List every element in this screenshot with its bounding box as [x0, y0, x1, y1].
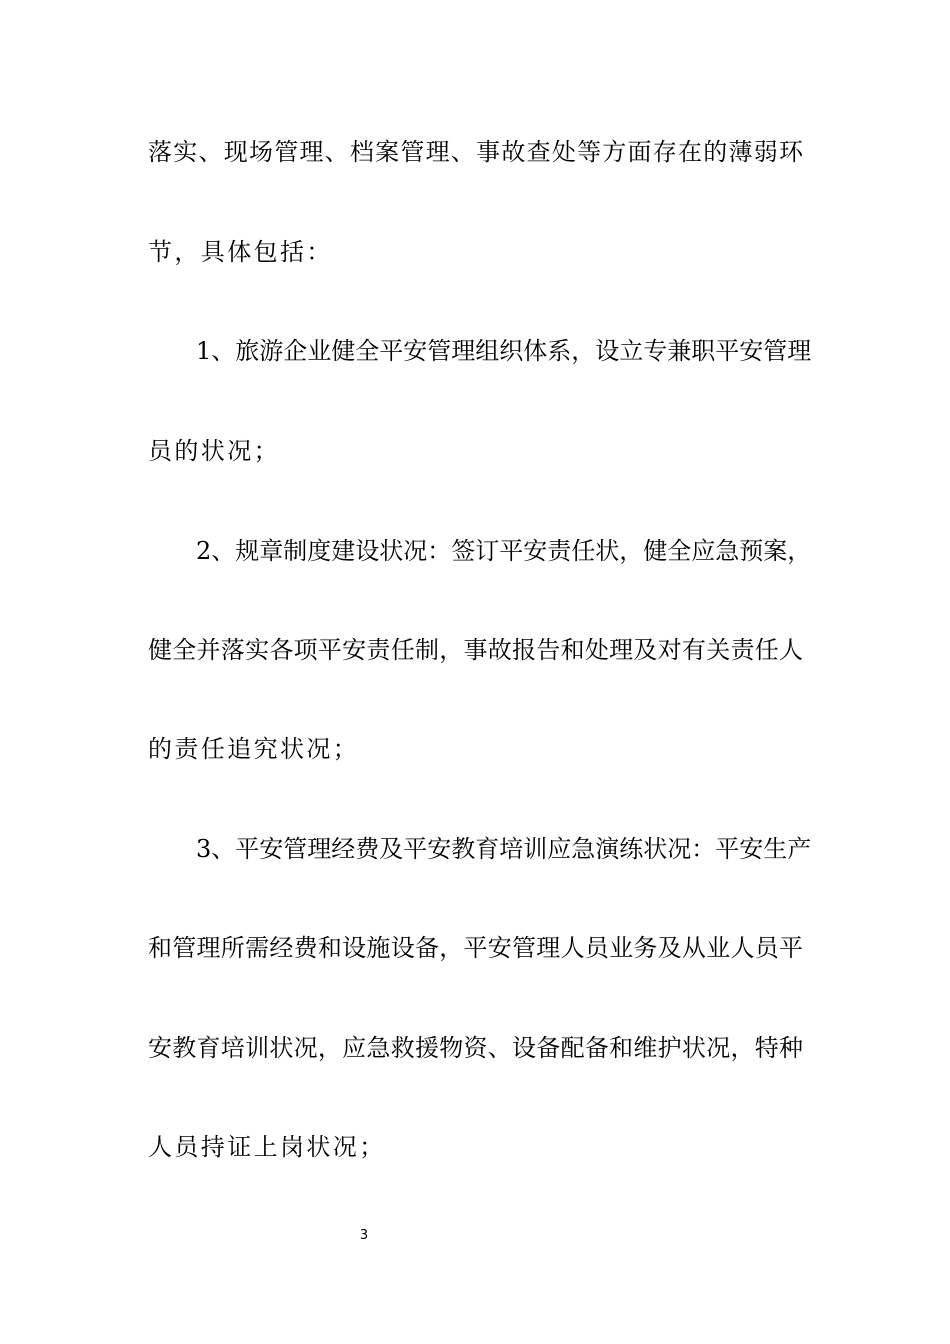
list-item-3-line: 3、平安管理经费及平安教育培训应急演练状况：平安生产 — [196, 835, 812, 863]
body-text-line: 节，具体包括： — [148, 238, 333, 266]
body-text-line: 健全并落实各项平安责任制，事故报告和处理及对有关责任人 — [148, 636, 803, 664]
body-text-line: 安教育培训状况，应急救援物资、设备配备和维护状况，特种 — [148, 1034, 803, 1062]
page-number: 3 — [359, 1228, 369, 1243]
body-text-line: 落实、现场管理、档案管理、事故查处等方面存在的薄弱环 — [148, 138, 803, 166]
list-item-1-line: 1、旅游企业健全平安管理组织体系，设立专兼职平安管理 — [196, 337, 812, 365]
body-text-line: 人员持证上岗状况； — [148, 1133, 386, 1161]
list-item-2-line: 2、规章制度建设状况：签订平安责任状，健全应急预案， — [196, 537, 812, 565]
body-text-line: 员的状况； — [148, 437, 280, 465]
body-text-line: 的责任追究状况； — [148, 735, 360, 763]
body-text-line: 和管理所需经费和设施设备，平安管理人员业务及从业人员平 — [148, 934, 803, 962]
